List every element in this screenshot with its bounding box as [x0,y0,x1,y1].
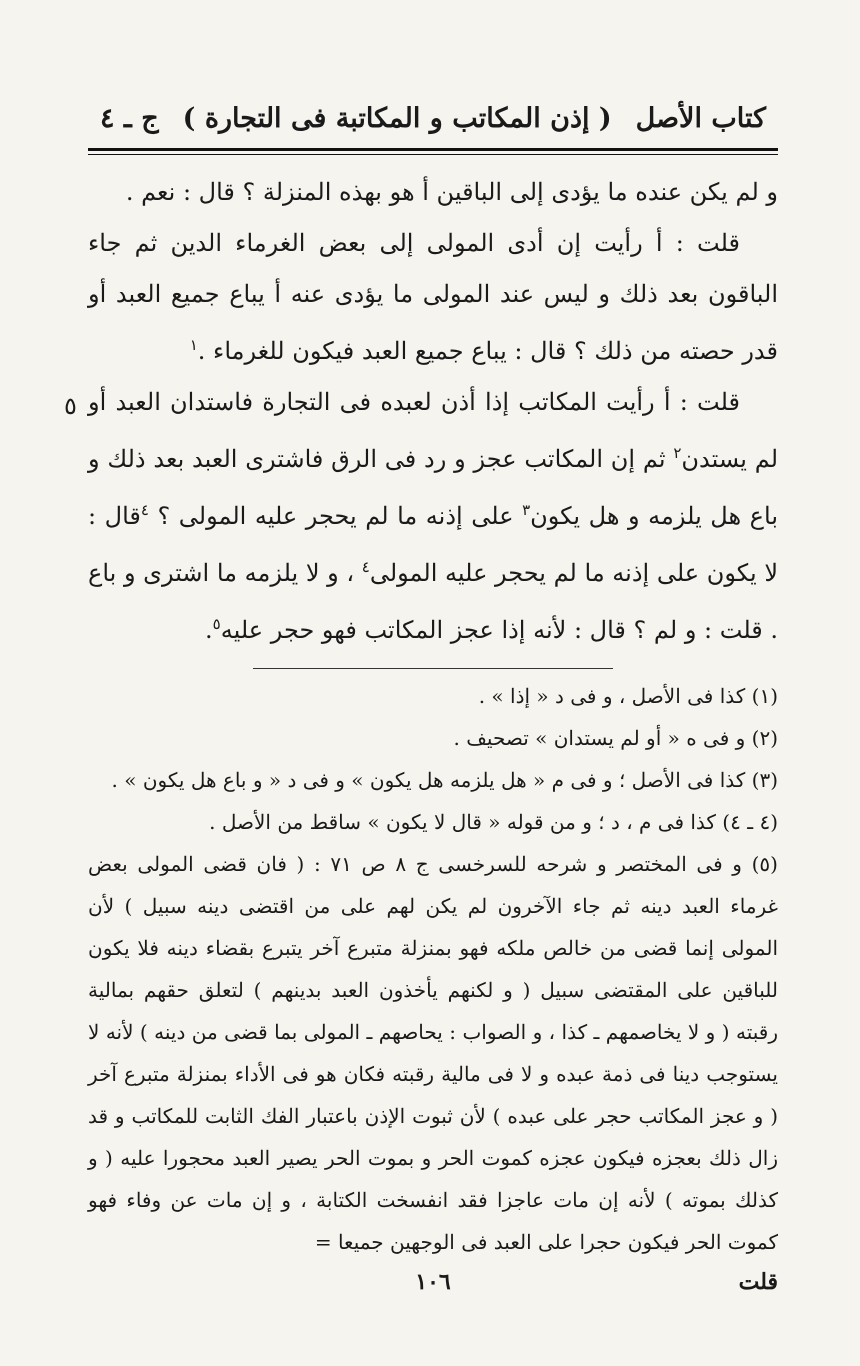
running-header [88,92,778,144]
paragraph-2 [88,218,778,377]
footnote-2: (٢) و فى ه « أو لم يستدان » تصحيف . [453,726,778,750]
footnote-ref-4: ٤ [140,501,149,519]
footnote-ref-2: ٢ [673,444,682,462]
paragraph-3-text-e: ، و لا يلزمه ما اشترى و باع . قلت : و لم ؟ قال : لأنه إذا عجز المكاتب فهو حجر عليه [88,559,778,644]
chapter-title: ( إذن المكاتب و المكاتبة فى التجارة ) [182,102,612,134]
footnote-ref-4-end: ٤ [361,558,370,576]
footnote-ref-5: ٥ [212,615,221,633]
paragraph-1: و لم يكن عنده ما يؤدى إلى الباقين أ هو بهذه المنزلة ؟ قال : نعم . [125,178,778,206]
paragraph-2-text: قلت : أ رأيت إن أدى المولى إلى بعض الغرماء الدين ثم جاء الباقون بعد ذلك و ليس عند المولى ما يؤدى عنه أ يباع جميع العبد أو قدر حصته من ذلك ؟ قال : يباع جميع العبد فيكون للغرماء . [88,229,778,365]
footnote-1: (١) كذا فى الأصل ، و فى د « إذا » . [478,684,778,708]
paragraph-3-text-d: قال : لا يكون على إذنه ما لم يحجر عليه المولى [88,502,779,587]
footnote-3: (٣) كذا فى الأصل ؛ و فى م « هل يلزمه هل يكون » و فى د « و باع هل يكون » . [111,768,778,792]
paragraph-3-end: . [205,616,213,644]
paragraph-3 [88,377,778,656]
margin-line-number: ٥ [64,392,77,420]
header-rule [88,148,778,155]
page-number: ١٠٦ [415,1269,451,1295]
book-title: كتاب الأصل [635,102,766,134]
catchword: قلت [738,1269,778,1295]
footnote-separator [253,668,613,669]
paragraph-3-text-a: قلت : أ رأيت المكاتب إذا أذن لعبده فى التجارة فاستدان العبد أو لم يستدن [88,388,779,473]
footnote-ref-1: ١ [189,336,198,354]
document-page [64,92,779,1342]
paragraph-3-text-c: على إذنه ما لم يحجر عليه المولى ؟ [148,502,523,530]
main-text [88,167,778,656]
volume-number: ج ـ ٤ [100,102,159,134]
footnotes [88,675,778,1263]
page-footer [88,1269,778,1309]
footnote-ref-3: ٣ [522,501,531,519]
paragraph-3-text-b: ثم إن المكاتب عجز و رد فى الرق فاشترى العبد بعد ذلك و باع هل يلزمه و هل يكون [88,445,778,530]
footnote-5: (٥) و فى المختصر و شرحه للسرخسى ج ٨ ص ٧١ : ( فان قضى المولى بعض غرماء العبد دينه ثم جاء الآخرون لم يكن لهم على من اقتضى دينه سبيل ) لأن المولى إنما قضى من خالص ملكه فهو بمنزلة متبرع آخر يتبرع بقضاء دينه فلا يكون للباقين على المقتضى سبيل ( و لكنهم يأخذون العبد بدينهم ) لتعلق حقهم بمالية رقبته ( و لا يخاصمهم ـ كذا ، و الصواب : يحاصهم ـ المولى بما قضى من دينه ) لأنه لا يستوجب دينا فى ذمة عبده و لا فى مالية رقبته فكان هو فى الأداء بمنزلة متبرع آخر ( و عجز المكاتب حجر على عبده ) لأن ثبوت الإذن باعتبار الفك الثابت للمكاتب و قد زال ذلك بعجزه فيكون عجزه كموت الحر و بموت الحر يصير العبد محجورا عليه ( و كذلك بموته ) لأنه إن مات عاجزا فقد انفسخت الكتابة ، و إن مات عن وفاء فهو كموت الحر فيكون حجرا على العبد فى الوجهين جميعا = [88,852,778,1254]
footnote-4: (٤ ـ ٤) كذا فى م ، د ؛ و من قوله « قال لا يكون » ساقط من الأصل . [209,810,778,834]
